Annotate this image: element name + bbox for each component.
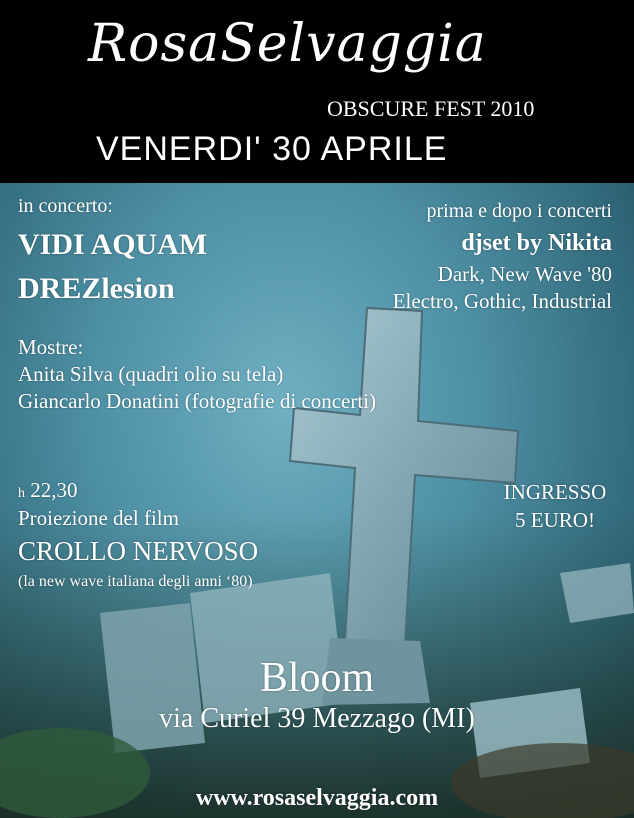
band-name: DREZlesion bbox=[18, 272, 175, 305]
djset-genre: Dark, New Wave '80 bbox=[437, 262, 612, 286]
logo-wordmark: RosaSelvaggia bbox=[88, 14, 487, 74]
mostre-item: Giancarlo Donatini (fotografie di concerti) bbox=[18, 389, 377, 413]
film-time-value: 22,30 bbox=[30, 478, 78, 502]
film-time-prefix: h bbox=[18, 486, 25, 501]
djset-title: djset by Nikita bbox=[461, 230, 612, 256]
mostre-item: Anita Silva (quadri olio su tela) bbox=[18, 362, 284, 386]
djset-genre: Electro, Gothic, Industrial bbox=[392, 289, 612, 313]
film-note: (la new wave italiana degli anni ‘80) bbox=[18, 573, 253, 590]
website-link[interactable]: www.rosaselvaggia.com bbox=[195, 785, 439, 811]
venue-name: Bloom bbox=[259, 655, 375, 701]
film-time bbox=[18, 478, 78, 503]
film-label: Proiezione del film bbox=[18, 506, 179, 530]
ingresso-label: INGRESSO bbox=[503, 480, 607, 504]
djset-intro: prima e dopo i concerti bbox=[426, 200, 612, 222]
mostre-label: Mostre: bbox=[18, 335, 84, 359]
header bbox=[0, 0, 634, 183]
band-name: VIDI AQUAM bbox=[18, 228, 208, 261]
event-date: VENERDI' 30 APRILE bbox=[96, 130, 448, 168]
concert-label: in concerto: bbox=[18, 195, 113, 217]
ingresso-price: 5 EURO! bbox=[515, 508, 595, 532]
event-subtitle: OBSCURE FEST 2010 bbox=[327, 96, 535, 121]
film-title: CROLLO NERVOSO bbox=[18, 536, 259, 566]
venue-address: via Curiel 39 Mezzago (MI) bbox=[159, 703, 475, 734]
